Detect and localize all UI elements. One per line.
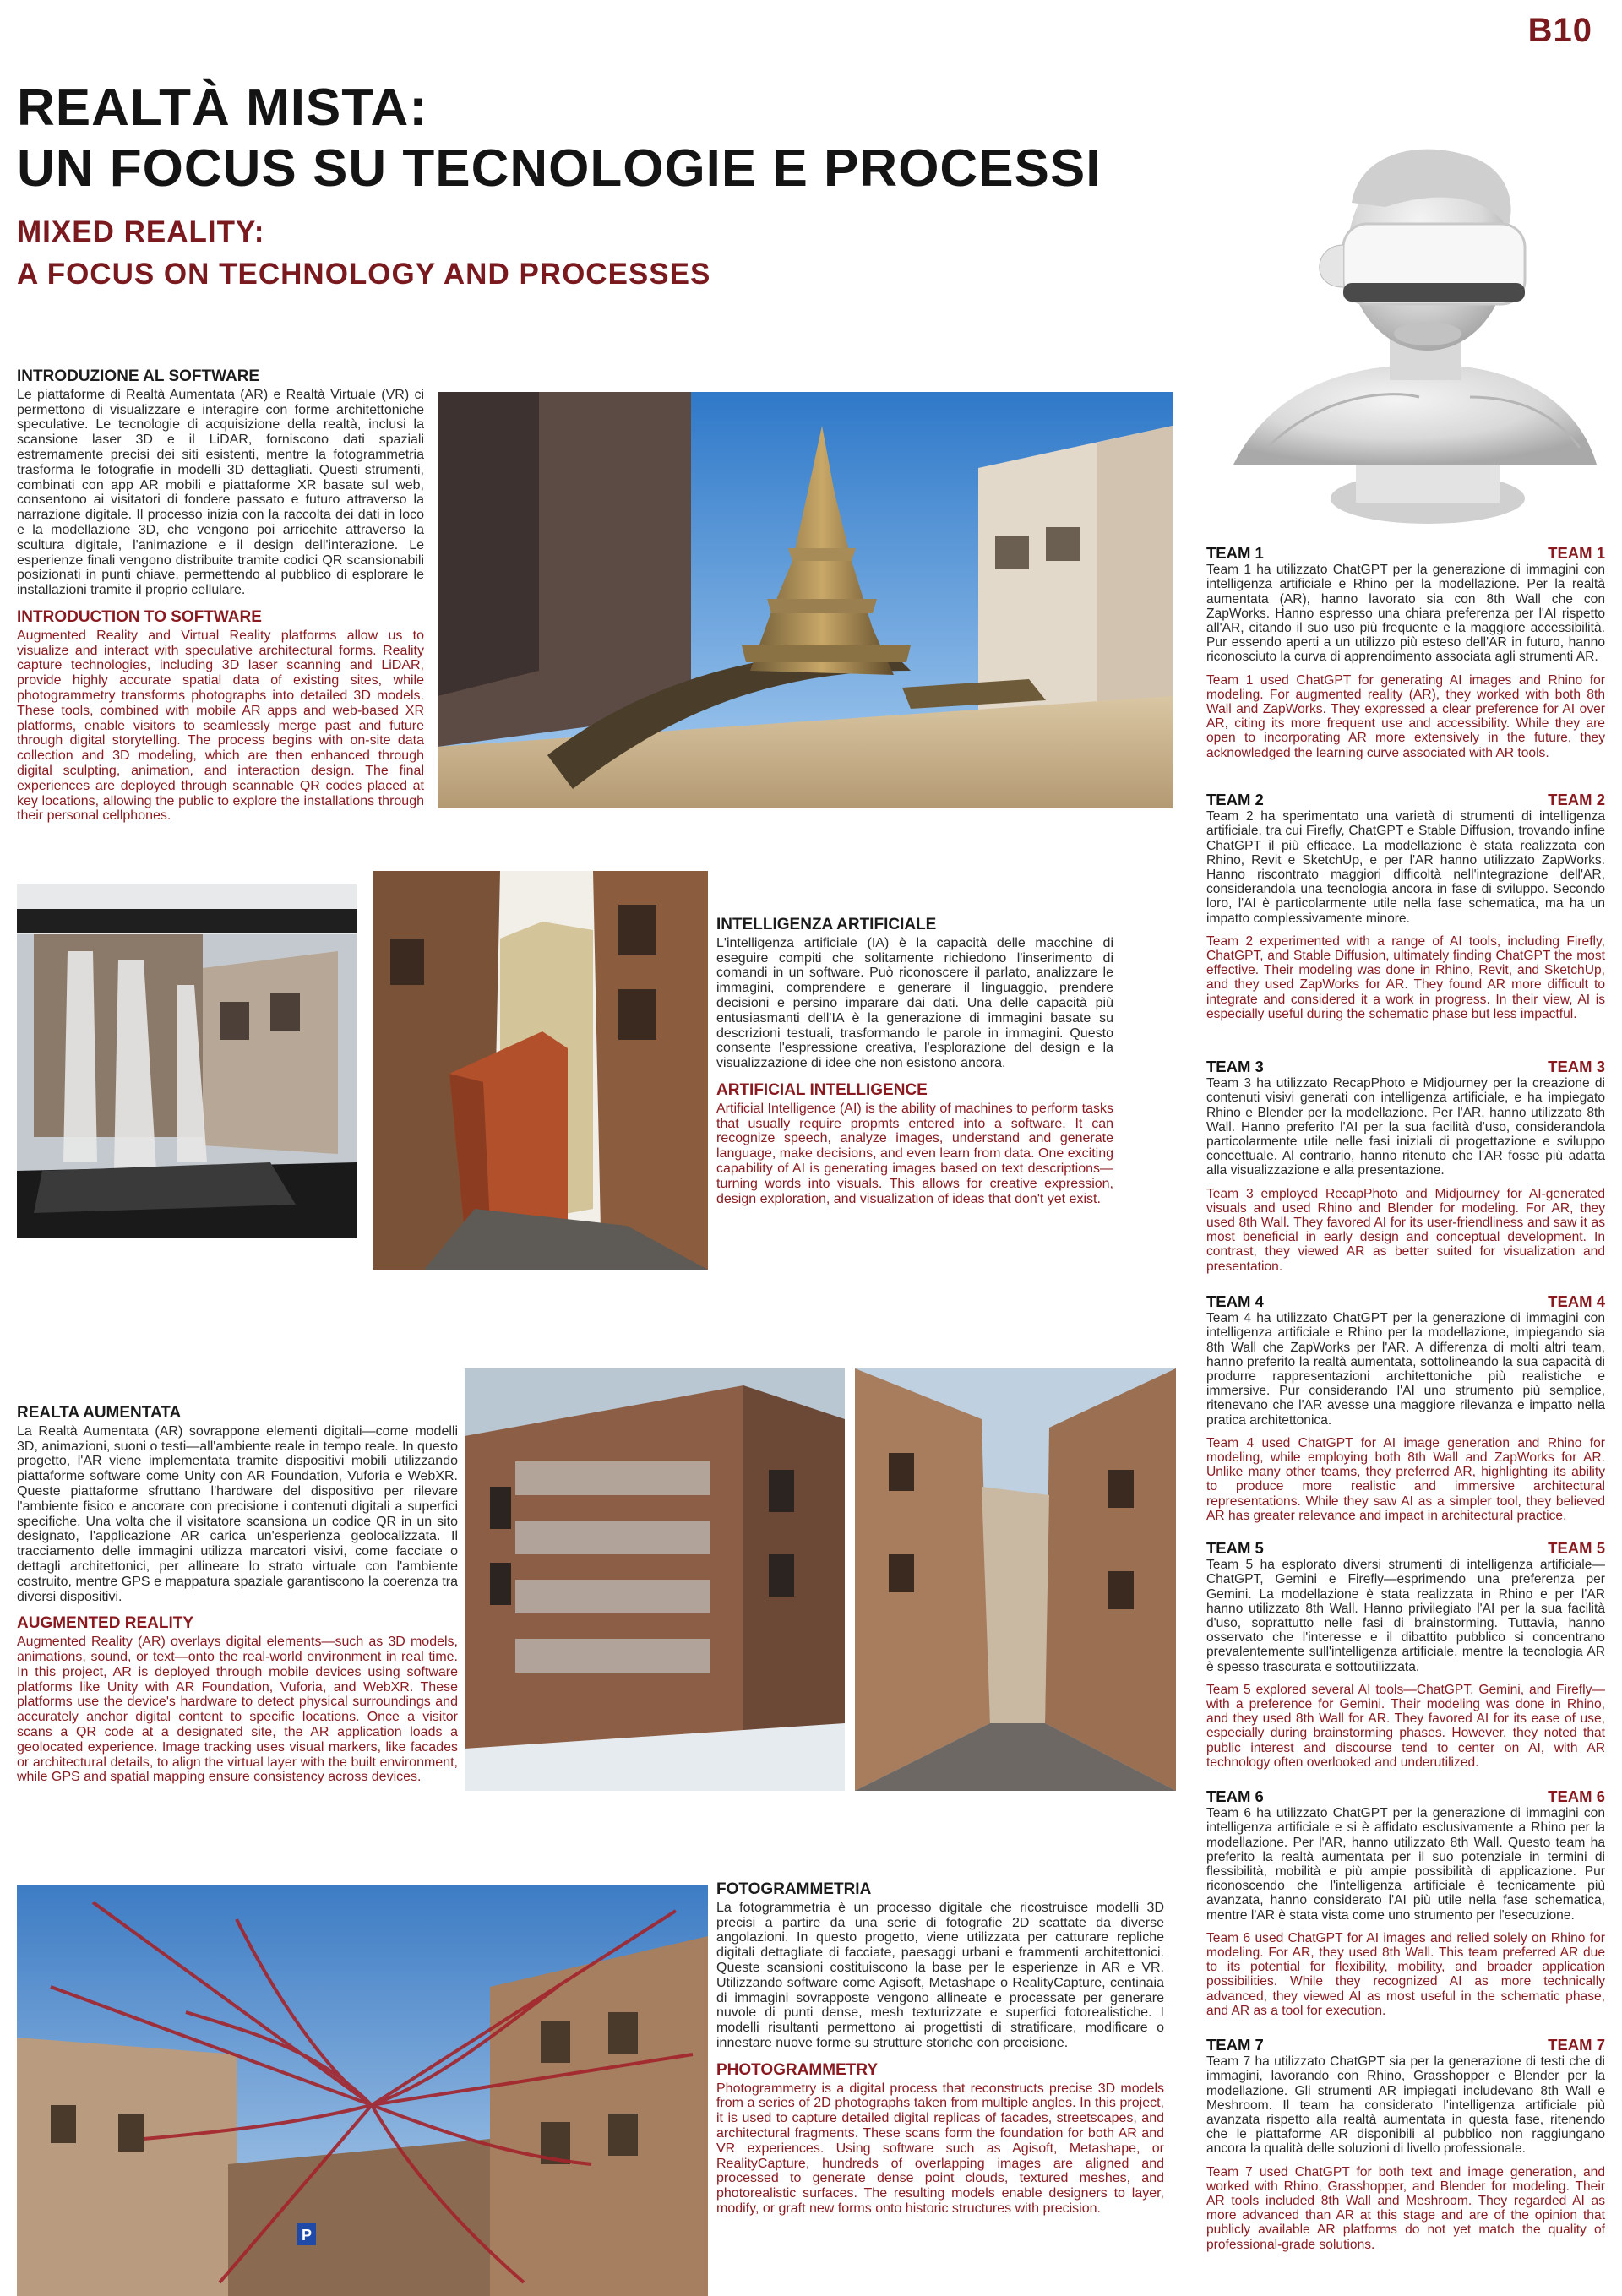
page-title-italian bbox=[17, 78, 1101, 199]
team-1-en: Team 1 used ChatGPT for generating AI images and Rhino for modeling. For augmented reality (AR), they worked with both 8th Wall and ZapWorks. They expressed a clear preference for AI over AR, citing its more frequent use and accessibility. While they are open to incorporating AR more extensively in the future, they acknowledged the learning curve associated with AR tools. bbox=[1206, 672, 1605, 760]
sheet-code: B10 bbox=[1527, 12, 1592, 49]
team-4-block bbox=[1206, 1294, 1605, 1523]
team-2-label-left: TEAM 2 bbox=[1206, 791, 1264, 808]
parking-sign-label: P bbox=[301, 2227, 313, 2244]
photo-it-body: La fotogrammetria è un processo digitale che ricostruisce modelli 3D precisi a partire da una serie di fotografie 2D scattate da diverse angolazioni. In questo progetto, viene utilizzata per catturare repliche digitali dettagliate di facciate, paesaggi urbani e frammenti architettonici. Queste scansioni costituiscono la base per le esperienze in AR e VR. Utilizzando software come Agisoft, Metashape o RealityCapture, centinaia di immagini sovrapposte vengono allineate e processate per generare nuvole di punti dense, mesh texturizzate e superfici fotorealistiche. I modelli risultanti permettono ai progettisti di stratificare, modificare o innestare nuove forme su strutture storiche con precisione. bbox=[716, 1900, 1164, 2050]
team-2-it: Team 2 ha sperimentato una varietà di strumenti di intelligenza artificiale, tra cui Firefly, ChatGPT e Stable Diffusion, trovando infine ChatGPT il più efficace. La modellazione è stata realizzata con Rhino, Revit e SketchUp, e per l'AR hanno utilizzato ZapWorks. Hanno riscontrato maggiori difficoltà nell'integrazione dell'AR, considerandola una tecnologia ancora in fase di sviluppo. Secondo loro, l'AI è particolarmente utile nella fase schematica, ma ha un impatto complessivamente minore. bbox=[1206, 809, 1605, 926]
ai-it-heading: INTELLIGENZA ARTIFICIALE bbox=[716, 916, 937, 933]
team-2-en: Team 2 experimented with a range of AI tools, including Firefly, ChatGPT, and Stable Diffusion, ultimately finding ChatGPT the most effective. Their modeling was done in Rhino, Revit, and SketchUp, and they used ZapWorks for AR. They found AR more difficult to integrate and considered it a work in progress. In their view, AI is especially useful during the schematic phase but less impactful. bbox=[1206, 933, 1605, 1021]
team-1-label-right: TEAM 1 bbox=[1548, 544, 1605, 562]
team-3-block bbox=[1206, 1059, 1605, 1274]
photo-it-heading: FOTOGRAMMETRIA bbox=[716, 1880, 872, 1898]
ai-section bbox=[716, 917, 1113, 1206]
brick-tower-render-image bbox=[373, 871, 708, 1270]
intro-it-heading: INTRODUZIONE AL SOFTWARE bbox=[17, 367, 260, 385]
intro-en-body: Augmented Reality and Virtual Reality platforms allow us to visualize and interact with speculative architectural forms. Reality capture technologies, including 3D laser scanning and LiDAR, provide highly accurate spatial data of existing sites, while photogrammetry transforms photographs into detailed 3D models. These tools, combined with mobile AR apps and web-based XR platforms, enable visitors to seamlessly merge past and future through digital storytelling. The process begins with on-site data collection and 3D modeling, which are then enhanced through digital sculpting, animation, and interaction design. The final experiences are deployed through scannable QR codes placed at key locations, allowing the public to explore the installations through their personal cellphones. bbox=[17, 628, 424, 824]
team-4-label-right: TEAM 4 bbox=[1548, 1292, 1605, 1310]
ar-en-body: Augmented Reality (AR) overlays digital elements—such as 3D models, animations, sound, or text—onto the real-world environment in real time. In this project, AR is deployed through mobile devices using software platforms like Unity with AR Foundation, Vuforia, and WebXR. These platforms use the device's hardware to detect physical surroundings and accurately anchor digital content to specific locations. Once a visitor scans a QR code at a designated site, the AR application loads a geolocated experience. Image tracking uses visual markers, like facades or architectural details, to align the virtual layer with the built environment, while GPS and spatial mapping ensure consistency across devices. bbox=[17, 1635, 458, 1785]
team-5-label-right: TEAM 5 bbox=[1548, 1539, 1605, 1557]
street-render-image bbox=[855, 1368, 1176, 1791]
vr-bust-image bbox=[1216, 144, 1622, 541]
intro-it-body: Le piattaforme di Realtà Aumentata (AR) e Realtà Virtuale (VR) ci permettono di visualizzare e interagire con forme architettoniche speculative. Le tecnologie di acquisizione della realtà, inclusi la scansione laser 3D e il LiDAR, forniscono dati spaziali estremamente precisi dei siti esistenti, mentre la fotogrammetria trasforma le fotografie in modelli 3D dettagliati. Questi strumenti, combinati con app AR mobili e piattaforme XR basate sul web, consentono ai visitatori di fondere passato e futuro attraverso la narrazione digitale. Il processo inizia con la raccolta dei dati in loco e la modellazione 3D, che vengono poi arricchite attraverso la scultura digitale, l'animazione e il design dell'interazione. Le esperienze finali vengono distribuite tramite codici QR scansionabili posizionati in punti chiave, permettendo al pubblico di esplorare le installazioni tramite il proprio cellulare. bbox=[17, 387, 424, 598]
team-6-label-right: TEAM 6 bbox=[1548, 1787, 1605, 1805]
team-2-block bbox=[1206, 792, 1605, 1021]
photogrammetry-section bbox=[716, 1882, 1164, 2217]
ai-en-body: Artificial Intelligence (AI) is the ability of machines to perform tasks that usually require propmts entered into a software. It can recognize speech, analyze images, understand and generate language, make decisions, and even learn from data. One exciting capability of AI is generating images based on text descriptions—turning words into visuals. This allows for creative expression, design exploration, and visualization of ideas that don't yet exist. bbox=[716, 1101, 1113, 1206]
team-7-it: Team 7 ha utilizzato ChatGPT sia per la generazione di testi che di immagini, lavorando con Rhino, Grasshopper e Blender per la modellazione. Gli strumenti AR impiegati includevano 8th Wall e Meshroom. Il team ha considerato l'intelligenza artificiale più avanzata rispetto alla realtà aumentata in questa fase, ritenendo che le piattaforme AR disponibili al pubblico non raggiungano ancora la qualità delle soluzioni di livello professionale. bbox=[1206, 2054, 1605, 2157]
team-6-it: Team 6 ha utilizzato ChatGPT per la generazione di immagini con intelligenza artificiale e si è affidato esclusivamente a Rhino per la modellazione. Per l'AR, hanno utilizzato 8th Wall. Questo team ha preferito la realtà aumentata per il suo potenziale in termini di flessibilità, mobilità e più ampie possibilità di applicazione. Pur riconoscendo che l'intelligenza artificiale è tecnicamente più avanzata, hanno considerato l'AI più utile nella fase schematica, mentre l'AR è stata vista come uno strumento per l'esecuzione. bbox=[1206, 1806, 1605, 1923]
intro-section bbox=[17, 369, 424, 824]
photo-en-heading: PHOTOGRAMMETRY bbox=[716, 2060, 879, 2079]
ar-it-heading: REALTA AUMENTATA bbox=[17, 1404, 182, 1422]
page-title-english bbox=[17, 211, 710, 296]
photo-en-body: Photogrammetry is a digital process that reconstructs precise 3D models from a series of 2D photographs taken from multiple angles. In this project, it is used to capture detailed digital replicas of facades, streetscapes, and architectural fragments. These scans form the foundation for both AR and VR experiences. Using software such as Agisoft, Metashape, or RealityCapture, hundreds of overlapping images are aligned and processed to generate dense point clouds, textured meshes, and photorealistic surfaces. The resulting models enable designers to layer, modify, or graft new forms onto historic structures with precision. bbox=[716, 2081, 1164, 2216]
team-7-label-right: TEAM 7 bbox=[1548, 2036, 1605, 2054]
title-en-line-2: A FOCUS ON TECHNOLOGY AND PROCESSES bbox=[17, 258, 711, 291]
team-4-en: Team 4 used ChatGPT for AI image generation and Rhino for modeling, while employing both 8th Wall and ZapWorks for AR. Unlike many other teams, they preferred AR, highlighting its ability to produce more realistic and immersive architectural representations. While they saw AI as a simpler tool, they believed AR has greater relevance and impact in architectural practice. bbox=[1206, 1435, 1605, 1523]
team-6-en: Team 6 used ChatGPT for AI images and relied solely on Rhino for modeling. For AR, they used 8th Wall. This team preferred AR due to its potential for flexibility, mobility, and broader application possibilities. While they recognized AI as more technically advanced, they viewed AI as most useful in the schematic phase, and AR as a tool for execution. bbox=[1206, 1930, 1605, 2018]
team-7-en: Team 7 used ChatGPT for both text and image generation, and worked with Rhino, Grasshopper, and Blender for modeling. Their AR tools included 8th Wall and Meshroom. They regarded AI as more advanced than AR at this stage and are of the opinion that publicly available AR platforms do not yet match the quality of professional-grade solutions. bbox=[1206, 2164, 1605, 2252]
title-it-line-1: REALTÀ MISTA: bbox=[17, 79, 427, 137]
ar-it-body: La Realtà Aumentata (AR) sovrappone elementi digitali—come modelli 3D, animazioni, suoni o testi—all'ambiente reale in tempo reale. In questo progetto, l'AR viene implementata tramite dispositivi mobili utilizzando piattaforme software come Unity con AR Foundation, Vuforia e WebXR. Queste piattaforme sfruttano l'hardware del dispositivo per rilevare l'ambiente fisico e ancorare con precisione i contenuti digitali a superfici specifiche. Una volta che il visitatore scansiona un codice QR in un sito designato, l'applicazione AR carica un'esperienza geolocalizzata. Il tracciamento delle immagini utilizza marcatori visivi, come facciate o dettagli architettonici, per allineare lo strato virtuale con l'ambiente costruito, mentre GPS e mappatura spaziale garantiscono la coerenza tra diversi dispositivi. bbox=[17, 1423, 458, 1604]
team-5-en: Team 5 explored several AI tools—ChatGPT, Gemini, and Firefly—with a preference for Gemini. Their modeling was done in Rhino, and they used 8th Wall for AR. They favored AI for its ease of use, especially during brainstorming phases. However, they noted that public interest and discourse tend to center on AI, with AR technology often overlooked and underutilized. bbox=[1206, 1682, 1605, 1770]
team-4-label-left: TEAM 4 bbox=[1206, 1292, 1264, 1310]
hero-render-image bbox=[438, 392, 1173, 808]
courtyard-render-image bbox=[17, 884, 357, 1238]
team-5-it: Team 5 ha esplorato diversi strumenti di intelligenza artificiale—ChatGPT, Gemini e Firefly—esprimendo una preferenza per Gemini. La modellazione è stata realizzata in Rhino e per l'AR hanno utilizzato 8th Wall. Hanno privilegiato l'AI per la sua facilità d'uso, soprattutto nelle fasi di brainstorming. Tuttavia, hanno osservato che l'interesse e il dibattito pubblico si concentrano prevalentemente sull'intelligenza artificiale, mentre la tecnologia AR è spesso trascurata e sottoutilizzata. bbox=[1206, 1558, 1605, 1674]
ar-section bbox=[17, 1406, 458, 1785]
web-installation-render-image bbox=[17, 1885, 708, 2296]
team-6-label-left: TEAM 6 bbox=[1206, 1787, 1264, 1805]
team-1-label-left: TEAM 1 bbox=[1206, 544, 1264, 562]
team-3-en: Team 3 employed RecapPhoto and Midjourney for AI-generated visuals and used Rhino and Blender for modeling. For AR, they used 8th Wall. They favored AI for its user-friendliness and saw it as most beneficial in early design and conceptual development. In contrast, they viewed AR as better suited for visualization and presentation. bbox=[1206, 1186, 1605, 1274]
team-3-it: Team 3 ha utilizzato RecapPhoto e Midjourney per la creazione di contenuti visivi generati con intelligenza artificiale, e ha impiegato Rhino e Blender per la modellazione. Per l'AR, hanno utilizzato 8th Wall. Hanno preferito l'AI per la sua facilità d'uso, considerandola particolarmente utile nelle fasi iniziali di progettazione e sviluppo concettuale. Al contrario, hanno ritenuto che l'AR fosse più adatta alla visualizzazione e alla presentazione. bbox=[1206, 1076, 1605, 1178]
team-4-it: Team 4 ha utilizzato ChatGPT per la generazione di immagini con intelligenza artificiale e Rhino per la modellazione, impiegando sia 8th Wall che ZapWorks per l'AR. A differenza di molti altri team, hanno preferito la realtà aumentata, sottolineando la sua capacità di produrre rappresentazioni architettoniche più realistiche e immersive. Pur considerando l'AI uno strumento più semplice, ritenevano che l'AR avesse una maggiore rilevanza e impatto nella pratica architettonica. bbox=[1206, 1311, 1605, 1428]
team-3-label-left: TEAM 3 bbox=[1206, 1058, 1264, 1075]
team-3-label-right: TEAM 3 bbox=[1548, 1058, 1605, 1075]
title-it-line-2: UN FOCUS SU TECNOLOGIE E PROCESSI bbox=[17, 139, 1102, 198]
facade-render-image bbox=[465, 1368, 845, 1791]
ai-it-body: L'intelligenza artificiale (IA) è la capacità delle macchine di eseguire compiti che solitamente richiedono l'inserimento di comandi in un software. Può riconoscere il parlato, analizzare le immagini, comprendere e generare il linguaggio, prendere decisioni e persino imparare dai dati. Una delle capacità più entusiasmanti dell'IA è la generazione di immagini basate su descrizioni testuali, trasformando le parole in immagini. Questo consente l'espressione creativa, l'esplorazione del design e la visualizzazione di idee che non esistono ancora. bbox=[716, 935, 1113, 1071]
team-7-block bbox=[1206, 2038, 1605, 2252]
team-7-label-left: TEAM 7 bbox=[1206, 2036, 1264, 2054]
team-1-block bbox=[1206, 546, 1605, 760]
team-5-block bbox=[1206, 1541, 1605, 1770]
team-2-label-right: TEAM 2 bbox=[1548, 791, 1605, 808]
ai-en-heading: ARTIFICIAL INTELLIGENCE bbox=[716, 1080, 928, 1099]
team-5-label-left: TEAM 5 bbox=[1206, 1539, 1264, 1557]
ar-en-heading: AUGMENTED REALITY bbox=[17, 1614, 193, 1633]
intro-en-heading: INTRODUCTION TO SOFTWARE bbox=[17, 607, 262, 626]
title-en-line-1: MIXED REALITY: bbox=[17, 215, 265, 248]
team-6-block bbox=[1206, 1789, 1605, 2018]
team-1-it: Team 1 ha utilizzato ChatGPT per la generazione di immagini con intelligenza artificiale e Rhino per la modellazione. Per la realtà aumentata (AR), hanno lavorato sia con 8th Wall che con ZapWorks. Hanno espresso una chiara preferenza per l'AI rispetto all'AR, citando il suo uso più frequente e la maggiore accessibilità. Pur essendo aperti a un utilizzo più esteso dell'AR in futuro, hanno riconosciuto la curva di apprendimento associata agli strumenti AR. bbox=[1206, 563, 1605, 665]
